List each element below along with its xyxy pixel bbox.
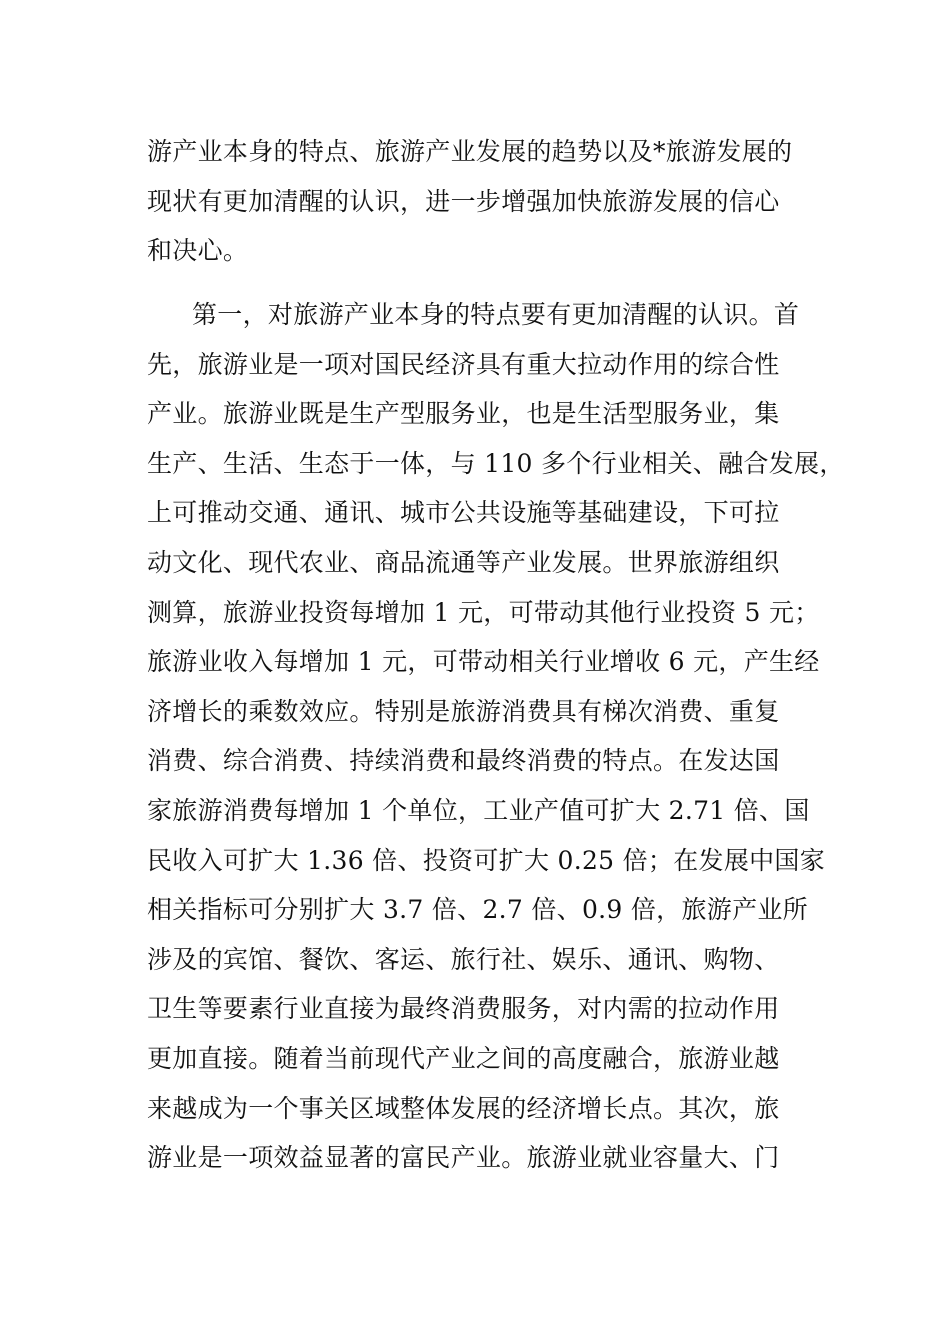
paragraph-continuation — [147, 127, 817, 276]
text-line: 旅游业收入每增加 1 元，可带动相关行业增收 6 元，产生经 — [147, 647, 820, 677]
text-line: 测算，旅游业投资每增加 1 元，可带动其他行业投资 5 元； — [147, 597, 820, 627]
paragraph-first-point — [147, 290, 845, 1183]
text-line: 更加直接。随着当前现代产业之间的高度融合，旅游业越 — [147, 1043, 780, 1073]
text-line: 来越成为一个事关区域整体发展的经济增长点。其次，旅 — [147, 1093, 780, 1123]
text-line: 现状有更加清醒的认识，进一步增强加快旅游发展的信心 — [147, 186, 780, 216]
text-line: 济增长的乘数效应。特别是旅游消费具有梯次消费、重复 — [147, 696, 780, 726]
text-line: 产业。旅游业既是生产型服务业，也是生活型服务业，集 — [147, 399, 780, 429]
text-line: 动文化、现代农业、商品流通等产业发展。世界旅游组织 — [147, 547, 780, 577]
text-line: 卫生等要素行业直接为最终消费服务，对内需的拉动作用 — [147, 994, 780, 1024]
text-line: 生产、生活、生态于一体，与 110 多个行业相关、融合发展， — [147, 448, 845, 478]
text-line: 民收入可扩大 1.36 倍、投资可扩大 0.25 倍；在发展中国家 — [147, 845, 826, 875]
text-line: 和决心。 — [147, 236, 249, 266]
text-line: 消费、综合消费、持续消费和最终消费的特点。在发达国 — [147, 746, 780, 776]
text-line: 先，旅游业是一项对国民经济具有重大拉动作用的综合性 — [147, 349, 780, 379]
text-line: 家旅游消费每增加 1 个单位，工业产值可扩大 2.71 倍、国 — [147, 795, 810, 825]
text-line: 游产业本身的特点、旅游产业发展的趋势以及*旅游发展的 — [147, 137, 793, 166]
text-line: 第一，对旅游产业本身的特点要有更加清醒的认识。首 — [192, 300, 800, 329]
text-line: 游业是一项效益显著的富民产业。旅游业就业容量大、门 — [147, 1143, 780, 1173]
text-line: 相关指标可分别扩大 3.7 倍、2.7 倍、0.9 倍，旅游产业所 — [147, 895, 808, 925]
text-line: 涉及的宾馆、餐饮、客运、旅行社、娱乐、通讯、购物、 — [147, 944, 780, 974]
text-line: 上可推动交通、通讯、城市公共设施等基础建设，下可拉 — [147, 498, 780, 528]
